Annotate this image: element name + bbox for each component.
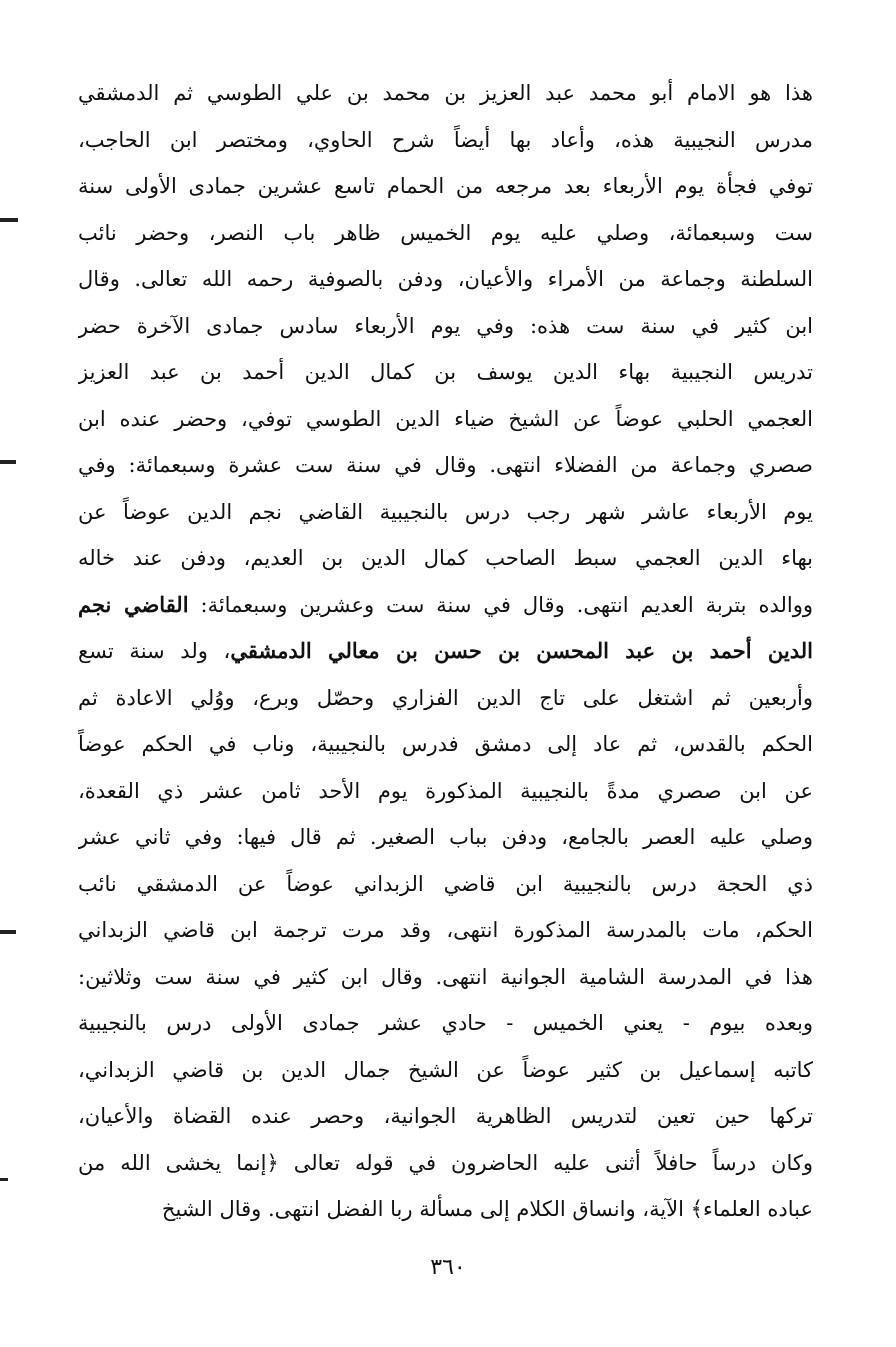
text-line: تدريس النجيبية بهاء الدين يوسف بن كمال الدين أحمد بن عبد العزيز (78, 360, 813, 384)
text-line: صصري وجماعة من الفضلاء انتهى. وقال في سنة ست عشرة وسبعمائة: وفي (78, 453, 813, 477)
margin-mark (0, 1178, 8, 1181)
text-line: الحكم بالقدس، ثم عاد إلى دمشق فدرس بالنجيبية، وناب في الحكم عوضاً (78, 732, 813, 756)
text-line: بهاء الدين العجمي سبط الصاحب كمال الدين بن العديم، ودفن عند خاله (78, 546, 813, 570)
text-line: وصلي عليه العصر بالجامع، ودفن بباب الصغير. ثم قال فيها: وفي ثاني عشر (78, 825, 813, 849)
text-line: السلطنة وجماعة من الأمراء والأعيان، ودفن بالصوفية رحمه الله تعالى. وقال (78, 267, 813, 291)
text-line: توفي فجأة يوم الأربعاء بعد مرجعه من الحمام تاسع عشرين جمادى الأولى سنة (78, 174, 813, 198)
text-line: وبعده بيوم - يعني الخميس - حادي عشر جمادى الأولى درس بالنجيبية (78, 1011, 813, 1035)
margin-mark (0, 218, 18, 222)
text-line: وكان درساً حافلاً أثنى عليه الحاضرون في قوله تعالى ﴿إنما يخشى الله من (78, 1150, 813, 1175)
text-line: مدرس النجيبية هذه، وأعاد بها أيضاً شرح الحاوي، ومختصر ابن الحاجب، (78, 127, 813, 152)
text-line: كاتبه إسماعيل بن كثير عوضاً عن الشيخ جمال الدين بن قاضي الزبداني، (78, 1057, 813, 1082)
text-line-with-bold: ووالده بتربة العديم انتهى. وقال في سنة ست وعشرين وسبعمائة: القاضي نجم (78, 591, 813, 617)
text-line: عباده العلماء﴾ الآية، وانساق الكلام إلى مسألة ربا الفضل انتهى. وقال الشيخ (161, 1197, 813, 1221)
bold-name: القاضي نجم (78, 591, 189, 617)
text-line: ابن كثير في سنة ست هذه: وفي يوم الأربعاء سادس جمادى الآخرة حضر (78, 313, 813, 338)
text-line: هذا هو الامام أبو محمد عبد العزيز بن محمد بن علي الطوسي ثم الدمشقي (78, 81, 813, 105)
margin-mark (0, 930, 16, 934)
text-line: يوم الأربعاء عاشر شهر رجب درس بالنجيبية القاضي نجم الدين عوضاً عن (78, 499, 813, 524)
text-line: ست وسبعمائة، وصلي عليه يوم الخميس ظاهر باب النصر، وحضر نائب (78, 220, 813, 245)
bold-name: الدين أحمد بن عبد المحسن بن حسن بن معالي الدمشقي (230, 638, 813, 663)
text-line: تركها حين تعين لتدريس الظاهرية الجوانية، وحصر عنده القضاة والأعيان، (78, 1104, 813, 1128)
text-line: العجمي الحلبي عوضاً عن الشيخ ضياء الدين الطوسي توفي، وحضر عنده ابن (78, 406, 813, 431)
text-line: الحكم، مات بالمدرسة المذكورة انتهى، وقد مرت ترجمة ابن قاضي الزبداني (78, 918, 813, 942)
text-line-with-bold: الدين أحمد بن عبد المحسن بن حسن بن معالي الدمشقي، ولد سنة تسع (78, 638, 813, 663)
margin-mark (0, 460, 16, 464)
page-number: ٣٦٠ (430, 1255, 466, 1280)
body-text (78, 70, 813, 1233)
text-line: وأربعين ثم اشتغل على تاج الدين الفزاري وحصّل وبرع، ووُلي الاعادة ثم (78, 685, 813, 710)
text-line: هذا في المدرسة الشامية الجوانية انتهى. وقال ابن كثير في سنة ست وثلاثين: (78, 964, 813, 989)
text-line: عن ابن صصري مدةً بالنجيبية المذكورة يوم الأحد ثامن عشر ذي القعدة، (78, 778, 813, 803)
text-line: ذي الحجة درس بالنجيبية ابن قاضي الزبداني عوضاً عن الدمشقي نائب (78, 871, 813, 896)
